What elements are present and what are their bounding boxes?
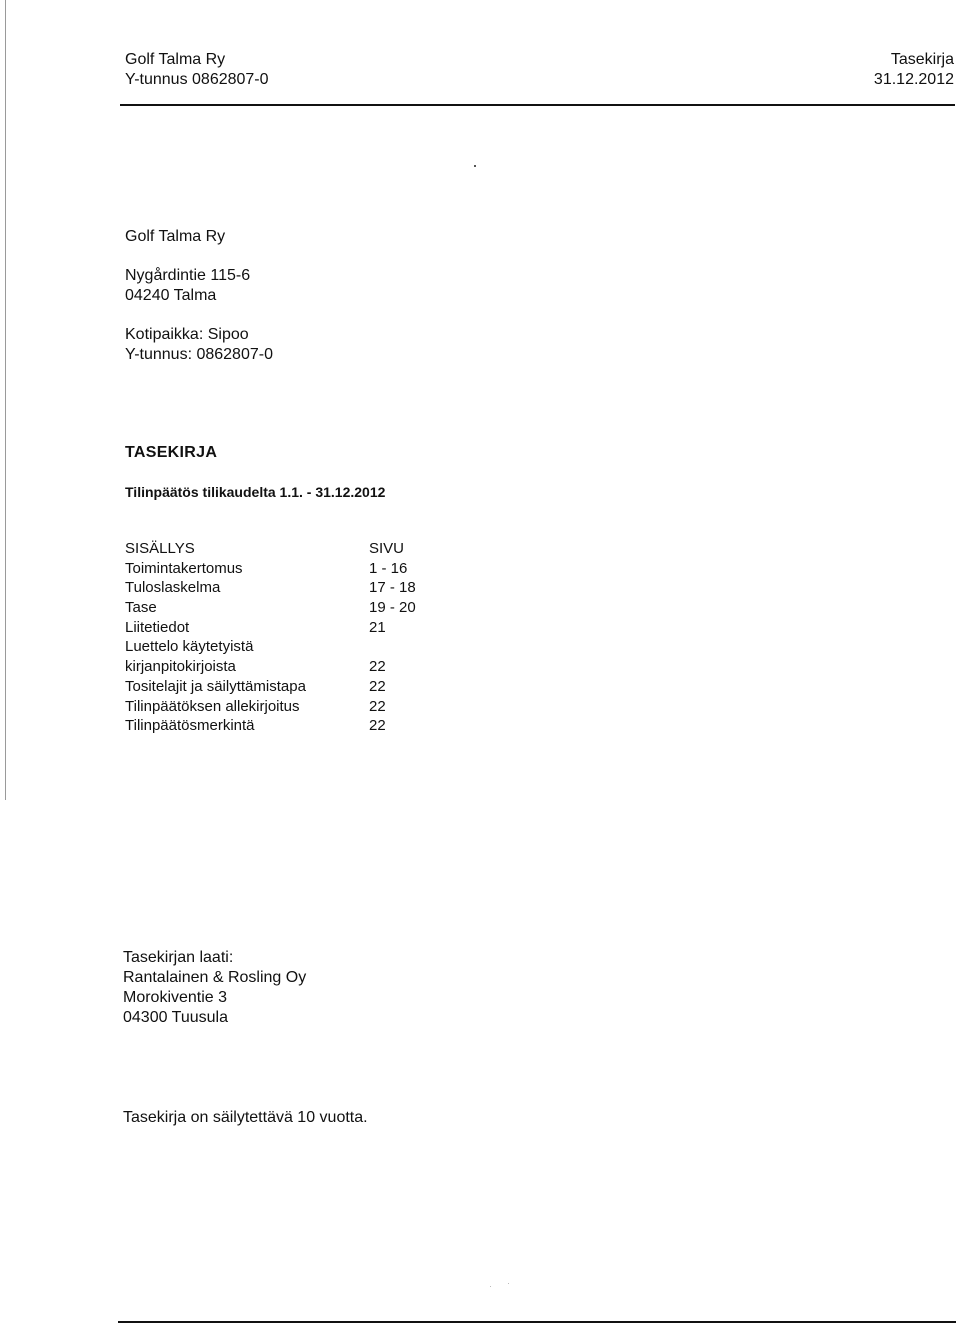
company-name-block — [125, 227, 225, 247]
toc-page: 22 — [369, 717, 386, 735]
toc-page: 1 - 16 — [369, 559, 408, 577]
prepared-by-company: Rantalainen & Rosling Oy — [123, 969, 307, 986]
company-registration — [125, 325, 273, 365]
header-org-name: Golf Talma Ry — [125, 51, 226, 68]
header-date: 31.12.2012 — [873, 71, 954, 88]
header-divider — [120, 104, 955, 106]
toc-label: Tositelajit ja säilyttämistapa — [125, 677, 306, 695]
toc-page: 22 — [369, 677, 386, 695]
toc-row — [125, 578, 416, 598]
toc-label: Tuloslaskelma — [125, 579, 221, 597]
header-right — [874, 50, 954, 90]
toc-label: Liitetiedot — [125, 618, 190, 636]
company-domicile: Kotipaikka: Sipoo — [125, 326, 249, 343]
toc-row — [125, 657, 416, 677]
retention-note: Tasekirja on säilytettävä 10 vuotta. — [123, 1109, 368, 1126]
toc-row — [125, 559, 416, 579]
toc-label: Tilinpäätösmerkintä — [125, 717, 255, 735]
company-postal: 04240 Talma — [125, 287, 217, 304]
toc-row — [125, 618, 416, 638]
toc-header-row — [125, 539, 416, 559]
company-business-id: Y-tunnus: 0862807-0 — [125, 346, 273, 363]
footer-divider — [118, 1321, 956, 1323]
toc-page: 21 — [369, 618, 386, 636]
header-business-id: Y-tunnus 0862807-0 — [125, 71, 269, 88]
scan-speck — [474, 165, 476, 167]
scan-speck — [508, 1283, 509, 1284]
toc-row — [125, 716, 416, 736]
prepared-by-postal: 04300 Tuusula — [123, 1009, 228, 1026]
toc-page: 19 - 20 — [369, 599, 416, 617]
toc-label: Luettelo käytetyistä — [125, 638, 254, 656]
toc-row — [125, 677, 416, 697]
toc-page: 22 — [369, 658, 386, 676]
document-title: TASEKIRJA — [125, 444, 218, 461]
toc-page: 17 - 18 — [369, 579, 416, 597]
toc-label: Tase — [125, 599, 157, 617]
scan-speck — [490, 1286, 491, 1287]
table-of-contents — [125, 539, 416, 736]
scan-edge-line — [5, 0, 6, 800]
document-period: Tilinpäätös tilikaudelta 1.1. - 31.12.2012 — [125, 484, 386, 500]
toc-row — [125, 697, 416, 717]
prepared-by-block — [123, 948, 306, 1028]
company-street: Nygårdintie 115-6 — [125, 267, 251, 284]
toc-row — [125, 598, 416, 618]
toc-row — [125, 637, 416, 657]
header-left — [125, 50, 269, 90]
prepared-by-label: Tasekirjan laati: — [123, 949, 234, 966]
toc-page-heading: SIVU — [369, 540, 405, 557]
toc-label: Tilinpäätöksen allekirjoitus — [125, 697, 300, 715]
toc-page: 22 — [369, 697, 386, 715]
toc-label: Toimintakertomus — [125, 559, 243, 577]
company-name: Golf Talma Ry — [125, 228, 226, 245]
toc-heading: SISÄLLYS — [125, 540, 195, 557]
prepared-by-street: Morokiventie 3 — [123, 989, 228, 1006]
header-doc-type: Tasekirja — [890, 51, 954, 68]
toc-label: kirjanpitokirjoista — [125, 658, 236, 676]
company-address — [125, 266, 250, 306]
